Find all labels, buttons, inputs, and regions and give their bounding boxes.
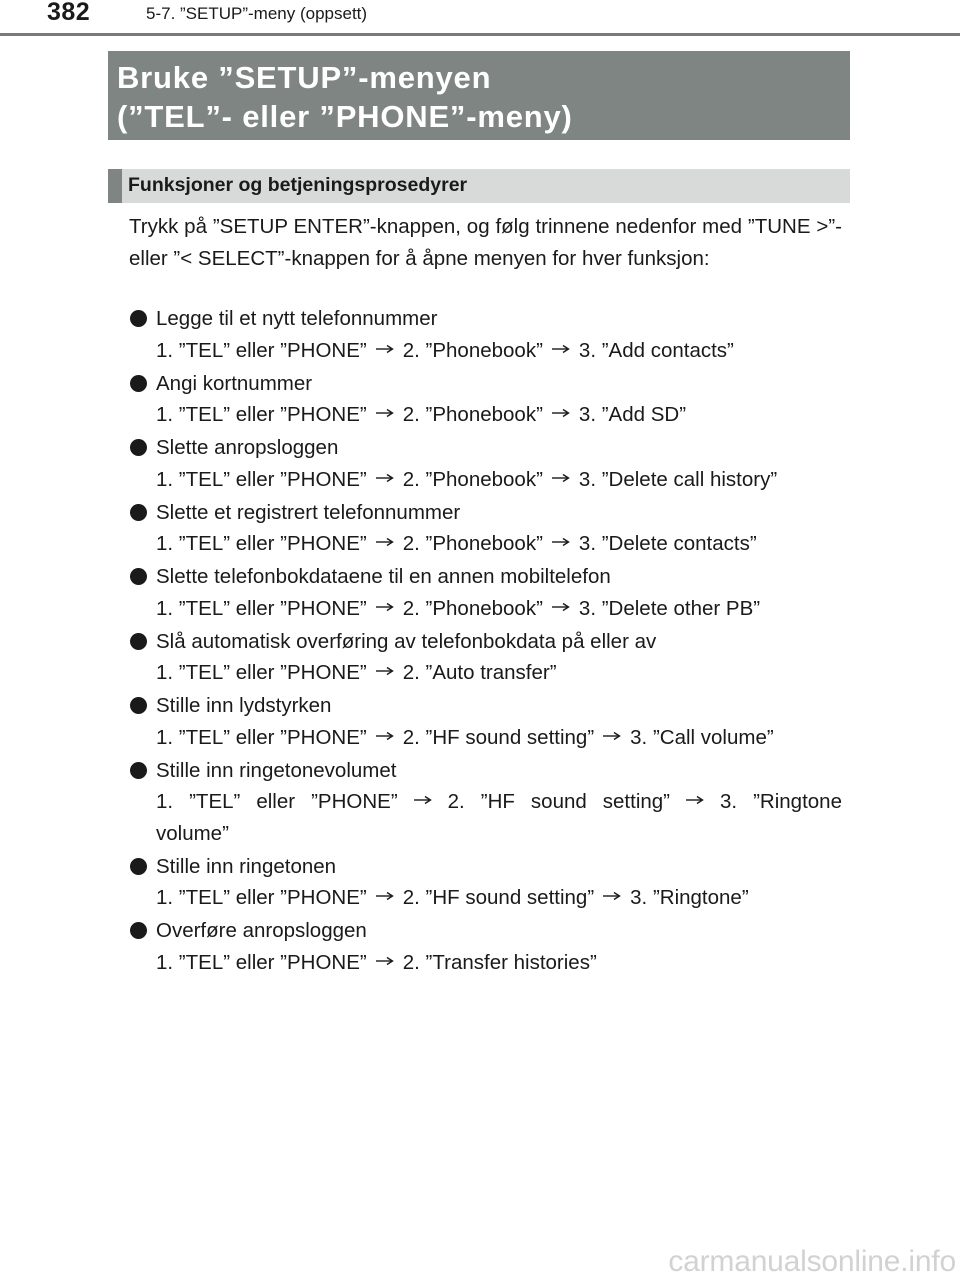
menu-step: 2. ”Phonebook” (402, 596, 543, 620)
bullet-icon (130, 762, 147, 779)
section-subheading: Funksjoner og betjeningsprosedyrer (108, 169, 850, 203)
list-item-heading (129, 915, 842, 947)
menu-path (129, 722, 842, 754)
arrow-right-icon (552, 344, 570, 354)
menu-step: 2. ”Auto transfer” (402, 661, 557, 684)
list-item (129, 915, 842, 978)
menu-step: 1. ”TEL” eller ”PHONE” (156, 886, 367, 909)
menu-step: 1. ”TEL” eller ”PHONE” (156, 725, 367, 749)
arrow-right-icon (376, 408, 394, 418)
list-item (129, 303, 842, 366)
menu-step: 2. ”Phonebook” (402, 338, 543, 362)
list-item-title: Overføre anropsloggen (156, 919, 367, 942)
list-item (129, 626, 842, 689)
list-item-heading (129, 303, 842, 335)
list-item-heading (129, 755, 842, 787)
menu-path (129, 657, 842, 689)
intro-paragraph: Trykk på ”SETUP ENTER”-knappen, og følg trinnene nedenfor med ”TUNE >”- eller ”< SELECT”-knappen for å åpne menyen for hver funksjon: (129, 215, 842, 270)
header-rule (0, 33, 960, 36)
bullet-icon (130, 633, 147, 650)
list-item (129, 851, 842, 914)
list-item-heading (129, 561, 842, 593)
list-item-heading (129, 851, 842, 883)
bullet-icon (130, 858, 147, 875)
arrow-right-icon (376, 602, 394, 612)
menu-step: 3. ”Delete call history” (578, 467, 778, 491)
menu-path (129, 593, 842, 625)
bullet-icon (130, 697, 147, 714)
menu-step: 2. ”Phonebook” (402, 467, 543, 491)
arrow-right-icon (376, 956, 394, 966)
arrow-right-icon (552, 602, 570, 612)
bullet-icon (130, 375, 147, 392)
list-item-title: Stille inn ringetonen (156, 854, 337, 878)
menu-step: 1. ”TEL” eller ”PHONE” (156, 950, 367, 974)
list-item-heading (129, 626, 842, 658)
function-list (129, 303, 842, 980)
title-banner (108, 51, 850, 140)
arrow-right-icon (376, 891, 394, 901)
list-item-heading (129, 432, 842, 464)
list-item-heading (129, 368, 842, 400)
arrow-right-icon (552, 408, 570, 418)
menu-step: 1. ”TEL” eller ”PHONE” (156, 661, 367, 684)
menu-step: 1. ”TEL” eller ”PHONE” (156, 790, 398, 813)
list-item-heading (129, 497, 842, 529)
menu-path (129, 464, 842, 496)
list-item-title: Stille inn lydstyrken (156, 694, 332, 717)
page-number: 382 (47, 0, 91, 26)
arrow-right-icon (376, 537, 394, 547)
running-header: 5-7. ”SETUP”-meny (oppsett) (146, 4, 368, 23)
list-item-title: Legge til et nytt telefonnummer (156, 307, 438, 330)
arrow-right-icon (603, 731, 621, 741)
list-item (129, 690, 842, 753)
bullet-icon (130, 504, 147, 521)
list-item-title: Slette et registrert telefonnummer (156, 500, 461, 524)
list-item (129, 755, 842, 850)
list-item-title: Stille inn ringetonevolumet (156, 758, 397, 782)
menu-step: 3. ”Ringtone volume” (156, 790, 842, 845)
page-title-line-2: (”TEL”- eller ”PHONE”-meny) (117, 99, 573, 134)
menu-step: 1. ”TEL” eller ”PHONE” (156, 403, 367, 426)
list-item-title: Slå automatisk overføring av telefonbokdata på eller av (156, 629, 657, 653)
menu-step: 2. ”Transfer histories” (402, 950, 597, 974)
menu-step: 3. ”Add SD” (578, 403, 687, 426)
list-item (129, 368, 842, 431)
list-item-title: Slette telefonbokdataene til en annen mobiltelefon (156, 565, 611, 588)
bullet-icon (130, 310, 147, 327)
arrow-right-icon (414, 795, 432, 805)
menu-path (129, 947, 842, 979)
bullet-icon (130, 439, 147, 456)
menu-step: 3. ”Call volume” (630, 725, 774, 749)
list-item (129, 432, 842, 495)
menu-step: 3. ”Ringtone” (630, 886, 749, 909)
menu-step: 1. ”TEL” eller ”PHONE” (156, 596, 367, 620)
bullet-icon (130, 568, 147, 585)
list-item-title: Angi kortnummer (156, 371, 313, 395)
menu-step: 3. ”Delete contacts” (578, 532, 757, 555)
menu-step: 2. ”Phonebook” (402, 532, 543, 555)
arrow-right-icon (376, 731, 394, 741)
menu-step: 1. ”TEL” eller ”PHONE” (156, 467, 367, 491)
menu-step: 3. ”Delete other PB” (578, 596, 761, 620)
arrow-right-icon (376, 473, 394, 483)
menu-path (129, 786, 842, 849)
arrow-right-icon (603, 891, 621, 901)
bullet-icon (130, 922, 147, 939)
arrow-right-icon (376, 344, 394, 354)
arrow-right-icon (552, 537, 570, 547)
menu-step: 3. ”Add contacts” (578, 338, 734, 362)
list-item-title: Slette anropsloggen (156, 436, 339, 459)
list-item-heading (129, 690, 842, 722)
page-title-line-1: Bruke ”SETUP”-menyen (117, 60, 492, 95)
menu-path (129, 882, 842, 914)
list-item (129, 497, 842, 560)
menu-path (129, 528, 842, 560)
menu-step: 2. ”HF sound setting” (402, 725, 595, 749)
arrow-right-icon (552, 473, 570, 483)
menu-step: 2. ”HF sound setting” (402, 886, 595, 909)
menu-path (129, 399, 842, 431)
watermark: carmanualsonline.info (668, 1245, 956, 1278)
arrow-right-icon (376, 666, 394, 676)
menu-step: 2. ”Phonebook” (402, 403, 543, 426)
menu-step: 1. ”TEL” eller ”PHONE” (156, 338, 367, 362)
arrow-right-icon (686, 795, 704, 805)
menu-step: 1. ”TEL” eller ”PHONE” (156, 532, 367, 555)
menu-step: 2. ”HF sound setting” (447, 790, 670, 813)
menu-path (129, 335, 842, 367)
list-item (129, 561, 842, 624)
